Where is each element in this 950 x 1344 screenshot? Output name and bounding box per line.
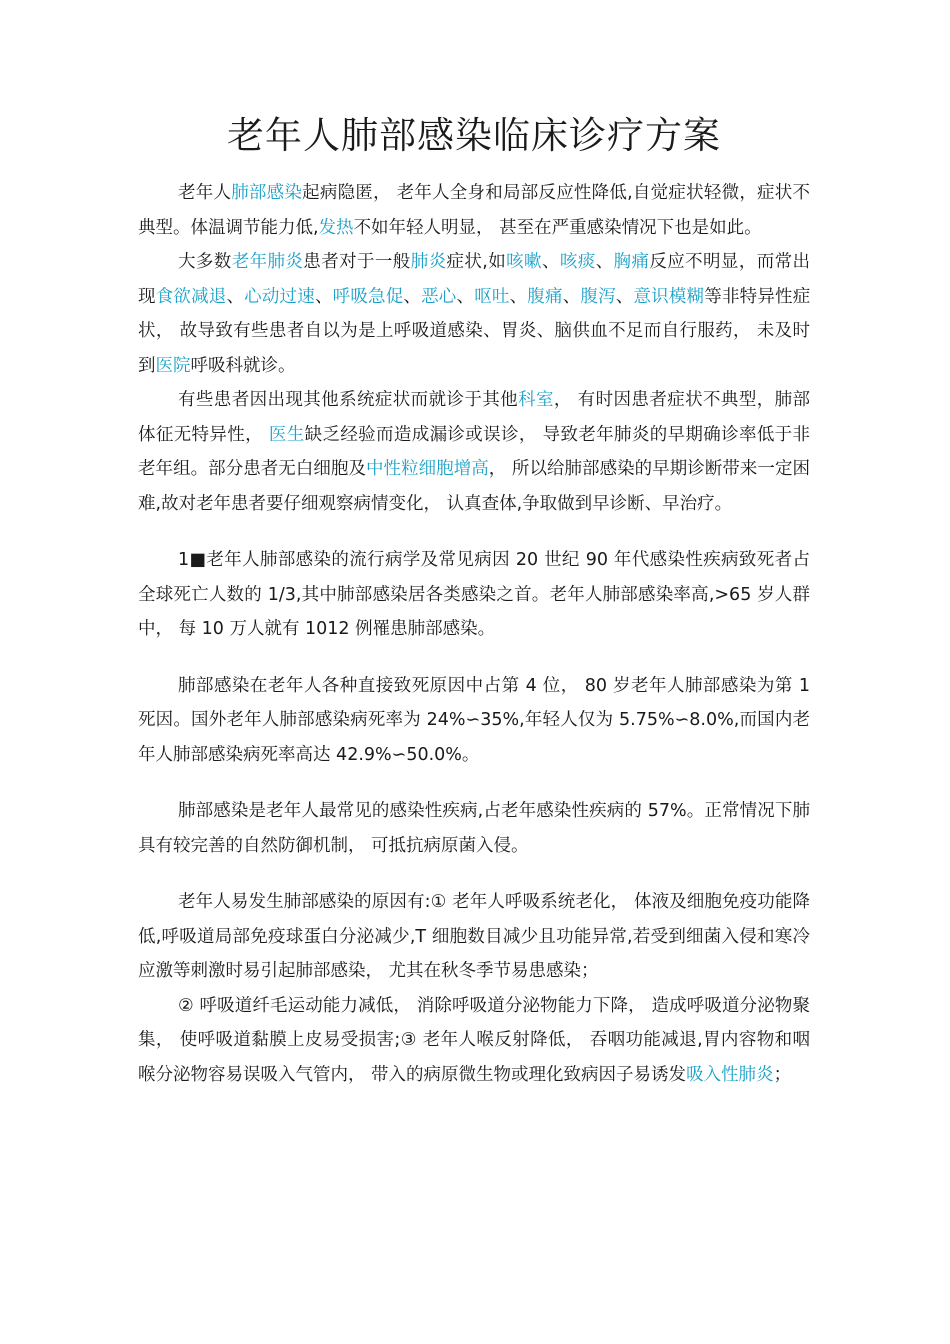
document-title: 老年人肺部感染临床诊疗方案 (227, 114, 721, 157)
paragraph-text: 、 (615, 286, 634, 307)
keyword-link[interactable]: 恶心 (421, 286, 457, 307)
keyword-link[interactable]: 老年肺炎 (231, 252, 304, 272)
paragraph-text: 症状,如 (446, 252, 507, 272)
keyword-link[interactable]: 腹泻 (580, 286, 616, 307)
keyword-link[interactable]: 肺部感染 (231, 183, 303, 203)
paragraph-text: 、 (595, 252, 614, 272)
keyword-link[interactable]: 发热 (318, 217, 354, 238)
paragraph-text: ② 呼吸道纤毛运动能力减低， 消除呼吸道分泌物能力下降， 造成呼吸道分泌物聚集， 使呼吸道黏膜上皮易受损害;③ 老年人喉反射降低， 吞咽功能减退,胃内容物和咽喉分泌物容易误吸入气管内， 带入的病原微生物或理化致病因子易诱发 (138, 995, 810, 1085)
keyword-link[interactable]: 意识模糊 (633, 286, 705, 307)
paragraph-text: 不如年轻人明显， 甚至在严重感染情况下也是如此。 (353, 217, 762, 238)
paragraph-text: 老年人易发生肺部感染的原因有:① 老年人呼吸系统老化， 体液及细胞免疫功能降低,呼吸道局部免疫球蛋白分泌减少,T 细胞数目减少且功能异常,若受到细菌入侵和寒冷应激等刺激时易引起肺部感染， 尤其在秋冬季节易患感染； (138, 892, 810, 981)
keyword-link[interactable]: 医生 (268, 424, 305, 445)
paragraph-text: 、 (403, 286, 422, 307)
paragraph-text: ； (773, 1064, 792, 1085)
paragraph-text: 、 (314, 286, 333, 307)
paragraph-text: 、 (226, 286, 245, 307)
paragraph-text: 大多数 (178, 252, 232, 272)
keyword-link[interactable]: 咳痰 (559, 252, 596, 272)
paragraph-text: 1■老年人肺部感染的流行病学及常见病因 20 世纪 90 年代感染性疾病致死者占全球死亡人数的 1/3,其中肺部感染居各类感染之首。老年人肺部感染率高,>65 岁人群中， 每 10 万人就有 1012 例罹患肺部感染。 (138, 550, 810, 639)
keyword-link[interactable]: 呼吸急促 (332, 286, 404, 307)
paragraph (138, 794, 810, 863)
paragraph-text: 、 (541, 252, 560, 272)
paragraph-text: 患者对于一般 (303, 252, 411, 272)
paragraph-text: 反应不明显，而常出现 (138, 252, 811, 307)
paragraph (138, 543, 810, 647)
keyword-link[interactable]: 中性粒细胞增高 (366, 459, 489, 479)
keyword-link[interactable]: 咳嗽 (506, 252, 542, 272)
paragraph-text: 缺乏经验而造成漏诊或误诊， 导致老年肺炎的早期确诊率低于非老年组。部分患者无白细胞及 (138, 424, 811, 479)
paragraph-text: 等非特异性症状， 故导致有些患者自以为是上呼吸道感染、胃炎、脑供血不足而自行服药， 未及时到 (138, 286, 811, 376)
paragraph-text: 有些患者因出现其他系统症状而就诊于其他 (178, 390, 519, 410)
paragraph-text: 、 (456, 286, 475, 307)
keyword-link[interactable]: 医院 (155, 355, 191, 376)
keyword-link[interactable]: 心动过速 (244, 286, 315, 307)
paragraph (138, 383, 810, 521)
paragraph-text: 肺部感染是老年人最常见的感染性疾病,占老年感染性疾病的 57%。正常情况下肺具有较完善的自然防御机制， 可抵抗病原菌入侵。 (138, 801, 810, 856)
paragraph (138, 669, 810, 773)
keyword-link[interactable]: 呕吐 (474, 286, 510, 307)
paragraph-text: 呼吸科就诊。 (190, 355, 296, 376)
paragraph-text: 起病隐匿， 老年人全身和局部反应性降低,自觉症状轻微，症状不典型。体温调节能力低, (138, 183, 811, 238)
paragraph-text: 肺部感染在老年人各种直接致死原因中占第 4 位， 80 岁老年人肺部感染为第 1 死因。国外老年人肺部感染病死率为 24%∽35%,年轻人仅为 5.75%∽8.0%,而国内老年人肺部感染病死率高达 42.9%∽50.0%。 (138, 675, 810, 765)
paragraph-text: 、 (509, 286, 528, 307)
paragraph (138, 989, 810, 1093)
keyword-link[interactable]: 肺炎 (410, 252, 447, 272)
keyword-link[interactable]: 腹痛 (527, 286, 563, 307)
paragraph-text: 、 (562, 286, 581, 307)
paragraph-text: 老年人 (178, 183, 232, 203)
paragraph-text: ， 有时因患者症状不典型，肺部体征无特异性， (138, 390, 811, 445)
paragraph (138, 245, 810, 383)
paragraph (138, 176, 810, 245)
paragraph (138, 885, 810, 989)
keyword-link[interactable]: 吸入性肺炎 (686, 1064, 774, 1085)
keyword-link[interactable]: 食欲减退 (155, 286, 227, 307)
paragraph-text: ， 所以给肺部感染的早期诊断带来一定困难,故对老年患者要仔细观察病情变化， 认真查体,争取做到早诊断、早治疗。 (138, 459, 811, 514)
document-body (138, 176, 810, 1092)
keyword-link[interactable]: 科室 (518, 390, 554, 410)
keyword-link[interactable]: 胸痛 (613, 252, 650, 272)
